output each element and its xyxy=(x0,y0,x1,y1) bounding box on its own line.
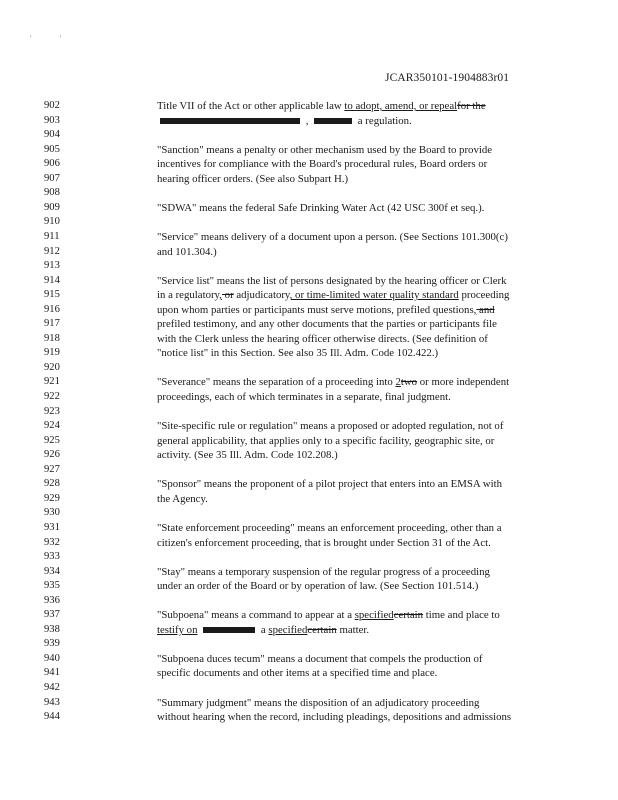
line-number: 928 xyxy=(44,478,60,490)
deleted-text: or xyxy=(221,289,234,302)
redaction-mark xyxy=(314,118,352,124)
line-number: 938 xyxy=(44,623,60,635)
line-number: 909 xyxy=(44,201,60,213)
line-text xyxy=(157,332,488,346)
line-text xyxy=(157,434,494,448)
deleted-text: and xyxy=(476,303,495,316)
line-number: 906 xyxy=(44,158,60,170)
deleted-text: certain xyxy=(307,623,337,636)
line-text xyxy=(157,230,508,244)
line-number: 941 xyxy=(44,667,60,679)
line-text xyxy=(157,99,486,113)
text-run: general applicability, that applies only to a specific facility, geographic site, or xyxy=(157,434,495,447)
text-run: upon whom parties or participants must serve motions, prefiled questions xyxy=(157,303,474,316)
line-number: 911 xyxy=(44,230,60,242)
line-text xyxy=(157,303,495,317)
line-number: 920 xyxy=(44,361,60,373)
redaction-mark xyxy=(203,627,255,633)
line-number: 915 xyxy=(44,289,60,301)
text-run: citizen's enforcement proceeding, that is brought under Section 31 of the Act. xyxy=(157,536,491,549)
line-text xyxy=(157,201,484,215)
line-text xyxy=(157,245,217,259)
inserted-text: specified xyxy=(354,609,394,622)
line-number: 914 xyxy=(44,274,60,286)
line-text xyxy=(157,579,478,593)
line-text xyxy=(157,521,502,535)
line-text xyxy=(157,317,497,331)
line-text xyxy=(157,666,437,680)
line-number: 908 xyxy=(44,187,60,199)
text-run: adjudicatory xyxy=(233,289,290,302)
line-number: 939 xyxy=(44,638,60,650)
document-id: JCAR350101-1904883r01 xyxy=(385,72,510,84)
text-run: "State enforcement proceeding" means an enforcement proceeding, other than a xyxy=(157,521,502,534)
line-number: 917 xyxy=(44,318,60,330)
text-run: "Stay" means a temporary suspension of the regular progress of a proceeding xyxy=(157,565,490,578)
line-number: 924 xyxy=(44,420,60,432)
line-number: 905 xyxy=(44,143,60,155)
line-number: 937 xyxy=(44,609,60,621)
inserted-text: , or time-limited water quality standard xyxy=(289,289,459,302)
line-number: 910 xyxy=(44,216,60,228)
text-run: , xyxy=(303,114,312,127)
text-run: "Sanction" means a penalty or other mechanism used by the Board to provide xyxy=(157,143,493,156)
line-number: 944 xyxy=(44,711,60,723)
line-text xyxy=(157,492,208,506)
line-number: 929 xyxy=(44,492,60,504)
line-number: 923 xyxy=(44,405,60,417)
text-run: prefiled testimony, and any other documents that the parties or participants file xyxy=(157,318,497,331)
text-run: in a regulatory xyxy=(157,289,220,302)
line-text xyxy=(157,652,482,666)
text-run: "Severance" means the separation of a proceeding into xyxy=(157,376,396,389)
line-number: 912 xyxy=(44,245,60,257)
line-text xyxy=(157,172,348,186)
line-number: 907 xyxy=(44,172,60,184)
text-run: "SDWA" means the federal Safe Drinking Water Act (42 USC 300f et seq.). xyxy=(157,201,485,214)
line-text xyxy=(157,448,338,462)
redaction-mark xyxy=(160,118,300,124)
scan-mark: ' xyxy=(59,34,61,43)
text-run: "Service" means delivery of a document upon a person. (See Sections 101.300(c) xyxy=(157,230,508,243)
line-number: 904 xyxy=(44,129,60,141)
text-run: "Subpoena duces tecum" means a document that compels the production of xyxy=(157,652,483,665)
line-number: 903 xyxy=(44,114,60,126)
text-run: Title VII of the Act or other applicable law xyxy=(157,100,345,112)
scan-marks xyxy=(30,34,87,43)
text-run: time and place to xyxy=(423,609,500,622)
text-run: proceedings, each of which terminates in a separate, final judgment. xyxy=(157,391,451,403)
inserted-text: , xyxy=(473,303,477,316)
line-text xyxy=(157,375,509,389)
text-run: matter. xyxy=(336,623,370,636)
text-run: without hearing when the record, including pleadings, depositions and admissions xyxy=(157,711,512,724)
line-number: 922 xyxy=(44,391,60,402)
text-run: a regulation. xyxy=(355,114,412,127)
line-text xyxy=(157,608,500,622)
inserted-text: to adopt, amend, or repeal xyxy=(344,100,458,112)
line-text xyxy=(157,696,479,710)
inserted-text: , xyxy=(219,289,222,302)
line-number: 902 xyxy=(44,100,60,111)
text-run: and 101.304.) xyxy=(157,245,217,258)
text-run: or more independent xyxy=(417,376,510,389)
text-run: under an order of the Board or by operation of law. (See Section 101.514.) xyxy=(157,580,479,593)
line-number: 934 xyxy=(44,565,60,577)
line-number: 943 xyxy=(44,696,60,708)
line-text xyxy=(157,288,509,302)
line-text xyxy=(157,143,492,157)
text-run: "Summary judgment" means the disposition of an adjudicatory proceeding xyxy=(157,696,480,709)
inserted-text: testify on xyxy=(157,623,198,636)
line-number: 925 xyxy=(44,434,60,446)
line-number: 918 xyxy=(44,332,60,344)
text-run: the Agency. xyxy=(157,492,208,505)
line-number: 919 xyxy=(44,347,60,359)
line-number: 942 xyxy=(44,682,60,693)
line-number: 927 xyxy=(44,463,60,475)
line-text xyxy=(157,346,438,360)
line-text xyxy=(157,710,511,724)
line-number: 916 xyxy=(44,303,60,315)
line-text xyxy=(157,157,487,171)
line-number: 940 xyxy=(44,652,60,664)
line-text xyxy=(157,623,369,637)
text-run: "Sponsor" means the proponent of a pilot project that enters into an EMSA with xyxy=(157,478,502,491)
line-number: 930 xyxy=(44,507,60,519)
line-text xyxy=(157,274,507,288)
line-number: 931 xyxy=(44,521,60,533)
line-text xyxy=(157,114,412,128)
text-run: "Subpoena" means a command to appear at a xyxy=(157,609,355,622)
deleted-text: two xyxy=(400,376,418,389)
scan-mark: ' xyxy=(30,34,32,43)
line-number: 926 xyxy=(44,449,60,461)
line-text xyxy=(157,565,490,579)
line-text xyxy=(157,390,451,404)
text-run: hearing officer orders. (See also Subpart H.) xyxy=(157,172,349,185)
line-number: 913 xyxy=(44,260,60,272)
line-text xyxy=(157,477,502,491)
text-run: activity. (See 35 Ill. Adm. Code 102.208.) xyxy=(157,449,338,462)
line-number: 935 xyxy=(44,580,60,592)
text-run: "notice list" in this Section. See also 35 Ill. Adm. Code 102.422.) xyxy=(157,347,439,360)
line-number: 936 xyxy=(44,594,60,606)
line-number: 932 xyxy=(44,536,60,548)
line-text xyxy=(157,536,491,550)
deleted-text: for the xyxy=(457,100,486,112)
text-run: incentives for compliance with the Board's procedural rules, Board orders or xyxy=(157,158,488,171)
inserted-text: 2 xyxy=(395,376,401,389)
line-text xyxy=(157,419,503,433)
text-run: a xyxy=(258,623,269,636)
inserted-text: specified xyxy=(268,623,308,636)
text-run: "Site-specific rule or regulation" means a proposed or adopted regulation, not of xyxy=(157,420,504,433)
text-run: specific documents and other items at a specified time and place. xyxy=(157,667,438,680)
text-run: proceeding xyxy=(458,289,510,302)
text-run xyxy=(197,624,200,636)
line-number: 933 xyxy=(44,551,60,563)
text-run: "Service list" means the list of persons designated by the hearing officer or Clerk xyxy=(157,274,507,287)
line-number: 921 xyxy=(44,376,60,388)
deleted-text: certain xyxy=(393,609,424,622)
text-run: with the Clerk unless the hearing officer otherwise directs. (See definition of xyxy=(157,332,488,345)
